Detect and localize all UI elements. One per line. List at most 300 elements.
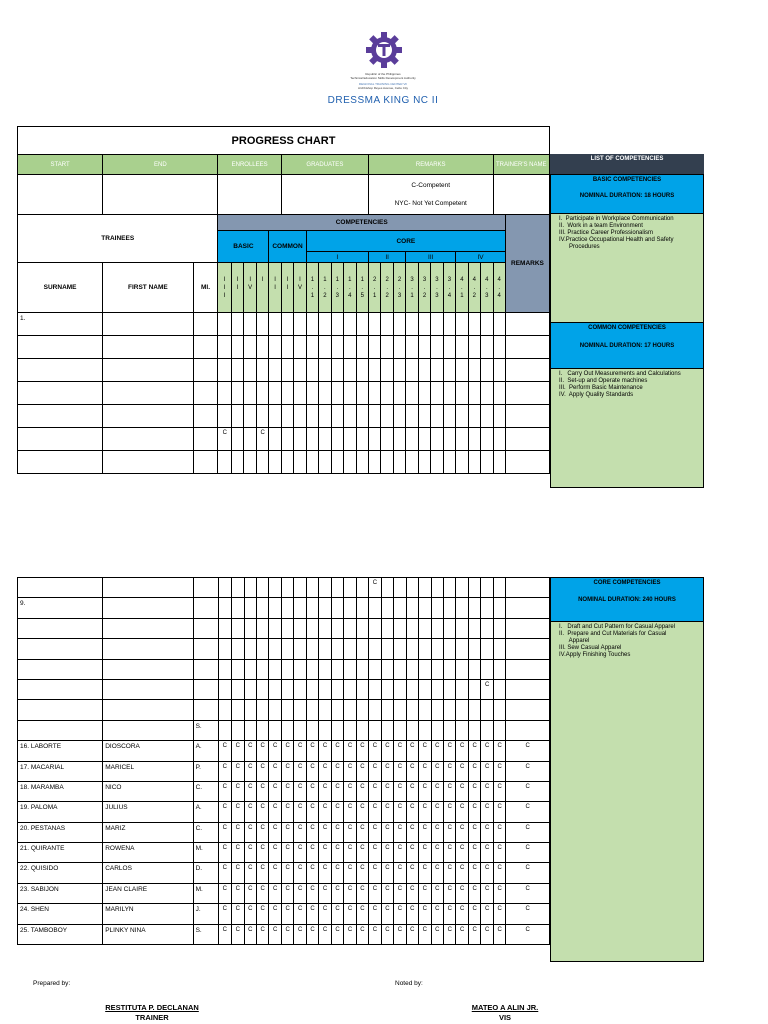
competency-cell — [294, 451, 306, 474]
competency-cell — [269, 659, 281, 679]
competency-cell: C — [444, 781, 456, 801]
competency-cell: C — [218, 904, 232, 924]
competency-cell — [281, 679, 293, 699]
competency-cell: C — [406, 781, 418, 801]
competency-cell: C — [431, 741, 443, 761]
competency-cell — [493, 639, 505, 659]
code-char: . — [473, 284, 476, 291]
remarks-cell — [505, 405, 549, 428]
competency-cell: C — [319, 822, 331, 842]
competency-cell: C — [369, 843, 381, 863]
competency-cell — [256, 578, 268, 598]
competency-cell: C — [468, 904, 480, 924]
competency-cell — [319, 659, 331, 679]
competency-cell: C — [381, 924, 393, 944]
code-char — [232, 292, 243, 300]
competency-cell — [456, 405, 468, 428]
mi-cell: C. — [193, 822, 218, 842]
competency-cell: C — [419, 802, 431, 822]
competency-cell — [306, 700, 318, 720]
competency-cell — [481, 598, 493, 618]
competency-cell — [281, 405, 293, 428]
competency-cell — [218, 313, 232, 336]
mi-cell: P. — [193, 761, 218, 781]
remarks-cell — [506, 700, 550, 720]
competency-cell — [231, 405, 243, 428]
code-char: . — [311, 284, 314, 291]
competency-cell — [319, 359, 331, 382]
competency-cell — [493, 428, 505, 451]
table-row — [18, 720, 550, 740]
first-name-cell — [103, 700, 193, 720]
competency-cell: C — [356, 883, 368, 903]
competency-cell — [269, 578, 281, 598]
competency-cell — [319, 382, 331, 405]
competency-cell — [443, 382, 455, 405]
competency-cell — [256, 359, 268, 382]
competency-cell: C — [493, 822, 505, 842]
competency-cell: C — [331, 741, 343, 761]
code-char: 4 — [460, 276, 464, 283]
competency-cell — [418, 451, 430, 474]
competency-cell — [331, 336, 343, 359]
competency-cell: C — [281, 741, 293, 761]
competency-cell — [481, 313, 493, 336]
code-char: 5 — [360, 292, 364, 299]
competency-cell — [419, 700, 431, 720]
competency-cell — [393, 359, 405, 382]
remarks-cell — [506, 659, 550, 679]
competency-cell — [368, 451, 380, 474]
table-row — [18, 405, 550, 428]
competency-cell: C — [381, 761, 393, 781]
competency-cell — [294, 598, 306, 618]
code-char: . — [336, 284, 339, 291]
competency-cell — [381, 359, 393, 382]
table-row — [18, 822, 550, 842]
competency-cell: C — [394, 904, 406, 924]
competency-cell — [418, 313, 430, 336]
code-char: 4 — [348, 292, 352, 299]
table-row — [18, 382, 550, 405]
surname-cell: 17. MACARIAL — [18, 761, 103, 781]
competency-cell — [431, 405, 443, 428]
code-char: 3 — [335, 292, 339, 299]
competency-cell — [493, 405, 505, 428]
code-char: 4 — [447, 292, 452, 299]
competency-cell — [356, 336, 368, 359]
surname-cell: 20. PESTANAS — [18, 822, 103, 842]
competency-cell — [468, 428, 480, 451]
competency-cell — [269, 679, 281, 699]
competency-cell: C — [406, 761, 418, 781]
table-row — [18, 313, 550, 336]
competency-cell: C — [406, 924, 418, 944]
competency-cell — [294, 405, 306, 428]
surname-cell — [18, 336, 103, 359]
competency-cell: C — [232, 843, 244, 863]
competency-cell — [218, 405, 232, 428]
competency-cell: C — [369, 863, 381, 883]
common-header: COMMON — [269, 231, 306, 263]
competency-cell: C — [256, 761, 268, 781]
competency-cell — [281, 336, 293, 359]
competency-cell: C — [244, 761, 256, 781]
competency-cell — [481, 639, 493, 659]
table-row — [18, 904, 550, 924]
competency-cell: C — [394, 802, 406, 822]
competency-cell: C — [281, 781, 293, 801]
competency-cell — [468, 720, 480, 740]
competency-cell: C — [419, 863, 431, 883]
competency-cell: C — [269, 822, 281, 842]
table-row — [18, 451, 550, 474]
competency-code-cell — [281, 263, 293, 313]
competency-cell: C — [468, 781, 480, 801]
legend-blank-cell — [493, 175, 550, 215]
competency-cell — [256, 598, 268, 618]
competency-cell — [244, 679, 256, 699]
competency-cell — [331, 598, 343, 618]
competency-cell — [444, 639, 456, 659]
competency-cell: C — [281, 883, 293, 903]
first-name-cell — [103, 405, 193, 428]
table-row — [18, 618, 550, 638]
competency-cell — [481, 382, 493, 405]
table-row — [18, 924, 550, 944]
competency-cell: C — [369, 761, 381, 781]
competency-code-cell — [443, 263, 455, 313]
competency-cell: C — [356, 781, 368, 801]
competency-cell — [493, 313, 505, 336]
noter-name: MATEO A ALIN JR. — [471, 1003, 539, 1012]
competency-cell: C — [331, 802, 343, 822]
competency-cell: C — [306, 741, 318, 761]
competency-cell — [356, 720, 368, 740]
table-row — [18, 843, 550, 863]
first-name-cell — [103, 720, 193, 740]
competency-code-cell — [331, 263, 343, 313]
table-row — [18, 761, 550, 781]
competency-cell — [306, 618, 318, 638]
mi-cell — [193, 659, 218, 679]
table-row — [18, 639, 550, 659]
first-name-cell — [103, 451, 193, 474]
first-name-cell — [103, 679, 193, 699]
surname-cell: 25. TAMBOBOY — [18, 924, 103, 944]
competency-cell — [481, 451, 493, 474]
mi-cell — [193, 598, 218, 618]
competency-cell — [331, 382, 343, 405]
competency-cell — [281, 578, 293, 598]
competency-cell: C — [319, 802, 331, 822]
competency-cell — [394, 720, 406, 740]
competency-cell — [331, 313, 343, 336]
competency-cell — [244, 313, 256, 336]
competency-cell — [306, 359, 318, 382]
competency-cell: C — [381, 802, 393, 822]
competency-code-cell — [294, 263, 306, 313]
competency-cell — [431, 451, 443, 474]
legend-competent: C-Competent — [411, 181, 451, 189]
competency-cell — [344, 405, 356, 428]
competency-cell — [244, 336, 256, 359]
code-char: . — [411, 284, 413, 291]
competency-cell — [468, 659, 480, 679]
first-name-cell — [103, 639, 193, 659]
competency-cell — [394, 578, 406, 598]
mi-cell — [193, 405, 218, 428]
competency-cell — [232, 679, 244, 699]
competency-cell — [406, 679, 418, 699]
competency-cell: C — [356, 802, 368, 822]
competency-cell: C — [232, 924, 244, 944]
competency-cell — [281, 598, 293, 618]
header-start: START — [18, 155, 103, 175]
competency-cell: C — [431, 924, 443, 944]
competency-cell: C — [456, 883, 468, 903]
competency-code-cell — [319, 263, 331, 313]
header-center: REGIONAL TRAINING CENTER VII Archbishop Reyes Avenue, Cebu City — [358, 82, 408, 90]
competency-cell: C — [331, 822, 343, 842]
competency-cell: C — [369, 781, 381, 801]
competency-cell — [281, 618, 293, 638]
competency-cell: C — [456, 822, 468, 842]
code-char: 2 — [385, 276, 389, 283]
remarks-cell: C — [506, 863, 550, 883]
code-char: . — [324, 284, 326, 291]
competency-cell: C — [218, 924, 232, 944]
competency-cell — [306, 598, 318, 618]
legend-blank-cell — [218, 175, 281, 215]
competency-cell: C — [281, 924, 293, 944]
competency-cell — [406, 405, 418, 428]
code-char: I — [274, 284, 276, 291]
competency-cell — [468, 382, 480, 405]
competency-list-item: II. Prepare and Cut Materials for Casual — [559, 631, 667, 637]
competency-cell: C — [419, 904, 431, 924]
competency-cell: C — [493, 781, 505, 801]
code-char: . — [386, 284, 388, 291]
competency-cell — [419, 659, 431, 679]
competency-cell — [368, 382, 380, 405]
competency-cell — [444, 598, 456, 618]
competency-cell — [356, 359, 368, 382]
competency-cell — [381, 428, 393, 451]
competency-cell — [269, 618, 281, 638]
remarks-cell — [506, 618, 550, 638]
competency-cell: C — [481, 822, 493, 842]
competency-cell — [481, 405, 493, 428]
competency-cell: C — [218, 843, 232, 863]
competency-cell — [294, 659, 306, 679]
competency-cell: C — [369, 822, 381, 842]
competency-cell: C — [294, 883, 306, 903]
competency-cell: C — [294, 802, 306, 822]
competency-cell: C — [431, 761, 443, 781]
competency-cell — [456, 618, 468, 638]
competency-cell: C — [481, 741, 493, 761]
competency-cell: C — [381, 781, 393, 801]
competency-cell — [331, 451, 343, 474]
competency-cell — [344, 578, 356, 598]
competency-cell — [431, 720, 443, 740]
competency-cell: C — [456, 863, 468, 883]
competency-cell — [231, 428, 243, 451]
competency-cell: C — [232, 822, 244, 842]
competency-cell — [231, 313, 243, 336]
competency-cell — [481, 700, 493, 720]
competency-cell: C — [493, 904, 505, 924]
code-char — [257, 284, 268, 292]
competency-cell: C — [306, 761, 318, 781]
competency-cell — [456, 451, 468, 474]
competency-cell — [344, 639, 356, 659]
competency-cell — [294, 336, 306, 359]
competency-cell — [244, 598, 256, 618]
table-row — [18, 428, 550, 451]
code-char: . — [373, 284, 376, 291]
competency-cell — [356, 639, 368, 659]
code-char: 3 — [422, 276, 427, 283]
competency-cell: C — [444, 802, 456, 822]
competency-cell: C — [431, 904, 443, 924]
competency-cell — [406, 382, 418, 405]
competency-cell: C — [306, 802, 318, 822]
remarks-cell — [505, 382, 549, 405]
competency-cell — [431, 598, 443, 618]
competency-cell — [269, 700, 281, 720]
mi-cell — [193, 679, 218, 699]
mi-cell — [193, 451, 218, 474]
competency-cell: C — [369, 924, 381, 944]
competency-cell — [344, 336, 356, 359]
competency-cell — [232, 598, 244, 618]
competency-cell: C — [356, 904, 368, 924]
competency-cell: C — [218, 741, 232, 761]
competency-cell: C — [406, 883, 418, 903]
competency-cell: C — [356, 924, 368, 944]
competency-cell: C — [481, 843, 493, 863]
competency-cell — [381, 598, 393, 618]
code-char: 1 — [323, 276, 327, 283]
code-char: I — [249, 276, 251, 283]
competency-cell — [481, 336, 493, 359]
competency-cell — [381, 679, 393, 699]
competency-cell — [306, 382, 318, 405]
competency-cell — [244, 700, 256, 720]
competency-cell — [281, 382, 293, 405]
remarks-cell — [505, 336, 549, 359]
competency-cell: C — [281, 761, 293, 781]
competency-cell — [331, 428, 343, 451]
header-enrollees: ENROLLEES — [218, 155, 281, 175]
competency-cell: C — [256, 883, 268, 903]
competency-cell: C — [244, 822, 256, 842]
competency-code-cell — [244, 263, 256, 313]
mi-header: MI. — [193, 263, 218, 313]
competency-cell: C — [456, 741, 468, 761]
competency-cell: C — [394, 761, 406, 781]
competency-cell — [381, 618, 393, 638]
competency-cell: C — [294, 822, 306, 842]
competency-cell — [419, 618, 431, 638]
competency-cell: C — [468, 863, 480, 883]
competency-cell: C — [419, 843, 431, 863]
competency-cell: C — [218, 822, 232, 842]
competency-code-cell — [344, 263, 356, 313]
competency-cell — [244, 618, 256, 638]
competency-cell: C — [481, 761, 493, 781]
table-row — [18, 659, 550, 679]
surname-cell — [18, 720, 103, 740]
competencies-header: COMPETENCIES — [218, 215, 505, 231]
progress-table-bottom — [17, 577, 550, 945]
competency-list-item: I. Participate in Workplace Communication — [559, 216, 674, 222]
competency-cell — [244, 720, 256, 740]
competency-cell — [493, 578, 505, 598]
competency-cell: C — [394, 781, 406, 801]
competency-code-cell — [431, 263, 443, 313]
first-name-cell: DIOSCORA — [103, 741, 193, 761]
competency-cell: C — [256, 924, 268, 944]
competency-cell: C — [431, 863, 443, 883]
competency-cell: C — [232, 802, 244, 822]
competencies-row — [18, 215, 550, 231]
competency-cell — [294, 428, 306, 451]
competency-cell — [218, 336, 232, 359]
competency-cell: C — [331, 843, 343, 863]
code-char: I — [286, 276, 289, 283]
competency-cell — [481, 659, 493, 679]
mi-cell: S. — [193, 924, 218, 944]
competency-cell — [269, 336, 281, 359]
competency-cell: C — [331, 924, 343, 944]
remarks-cell — [506, 720, 550, 740]
competency-cell: C — [493, 761, 505, 781]
competency-cell — [431, 313, 443, 336]
competency-cell: C — [331, 883, 343, 903]
competency-cell — [319, 313, 331, 336]
competency-cell: C — [294, 904, 306, 924]
basic-competencies-list — [550, 213, 704, 323]
competency-cell: C — [218, 883, 232, 903]
competency-cell — [356, 578, 368, 598]
competency-cell — [444, 659, 456, 679]
competency-cell: C — [269, 802, 281, 822]
competency-cell — [369, 679, 381, 699]
code-char: . — [498, 284, 501, 291]
competency-cell: C — [294, 843, 306, 863]
competency-cell: C — [344, 883, 356, 903]
remarks-cell — [506, 679, 550, 699]
code-char: V — [297, 284, 302, 291]
competency-cell — [368, 428, 380, 451]
column-codes-row — [18, 263, 550, 313]
first-name-cell — [103, 336, 193, 359]
competency-cell — [381, 382, 393, 405]
competency-cell — [344, 618, 356, 638]
competency-cell — [394, 618, 406, 638]
competency-code-cell — [393, 263, 405, 313]
surname-cell — [18, 639, 103, 659]
competency-cell: C — [319, 781, 331, 801]
competency-cell: C — [444, 761, 456, 781]
competency-cell: C — [406, 741, 418, 761]
competency-cell — [431, 639, 443, 659]
first-name-cell: CARLOS — [103, 863, 193, 883]
competency-cell: C — [468, 883, 480, 903]
